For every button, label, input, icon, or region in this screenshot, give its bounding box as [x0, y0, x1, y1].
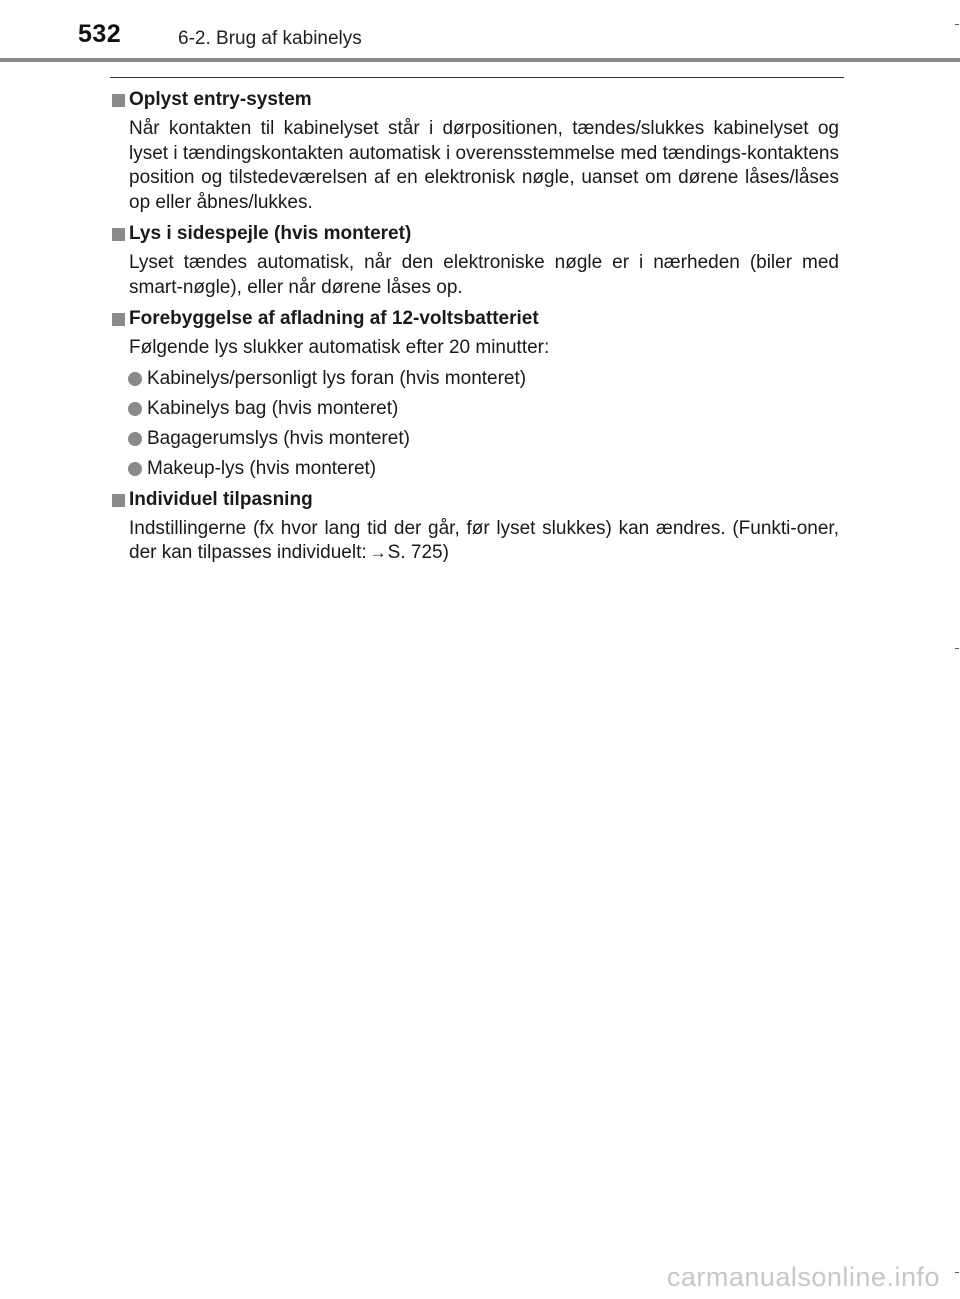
content-top-divider [110, 77, 844, 78]
list-item [110, 397, 839, 421]
section-heading [110, 88, 839, 112]
list-item-text: Bagagerumslys (hvis monteret) [147, 427, 410, 449]
dot-icon [128, 432, 142, 446]
section-paragraph: Følgende lys slukker automatisk efter 20 minutter: [129, 337, 550, 358]
heading-text: Individuel tilpasning [129, 488, 313, 510]
square-icon [112, 313, 125, 326]
heading-text: Lys i sidespejle (hvis monteret) [129, 223, 412, 244]
section-heading [110, 307, 839, 331]
heading-text: Forebyggelse af afladning af 12-voltsbatteriet [129, 308, 539, 329]
page-content [110, 88, 839, 566]
square-icon [112, 494, 125, 507]
list-item-text: Kabinelys bag (hvis monteret) [147, 397, 399, 419]
paragraph-text: Indstillingerne (fx hvor lang tid der går, før lyset slukkes) kan ændres. (Funkti-oner, der kan tilpasses individuelt: [129, 517, 839, 563]
section-heading [110, 222, 839, 246]
square-icon [112, 228, 125, 241]
watermark: carmanualsonline.info [666, 1262, 940, 1292]
dot-icon [128, 462, 142, 476]
header-divider [0, 58, 960, 62]
page-reference[interactable]: S. 725) [387, 542, 449, 563]
list-item [110, 367, 839, 391]
list-item-text: Makeup-lys (hvis monteret) [147, 457, 377, 479]
section-title: 6-2. Brug af kabinelys [178, 28, 362, 49]
heading-text: Oplyst entry-system [129, 89, 312, 110]
section-paragraph [110, 517, 839, 566]
crop-mark [955, 1272, 959, 1273]
dot-icon [128, 372, 142, 386]
list-item [110, 427, 839, 451]
list-item [110, 457, 839, 481]
section-paragraph: Lyset tændes automatisk, når den elektroniske nøgle er i nærheden (biler med smart-nøgle), eller når dørene låses op. [129, 252, 839, 298]
page-number: 532 [78, 20, 122, 48]
crop-mark [955, 648, 959, 649]
section-paragraph: Når kontakten til kabinelyset står i dørpositionen, tændes/slukkes kabinelyset og lyset i tændingskontakten automatisk i overensstemmelse med tændings-kontaktens position og tilstedeværelsen af en elektronisk nøgle, uanset om dørene låses/låses op eller åbnes/lukkes. [129, 118, 839, 213]
arrow-icon: → [369, 543, 387, 562]
section-heading [110, 488, 839, 512]
page-header [0, 0, 960, 58]
dot-icon [128, 402, 142, 416]
crop-mark [955, 24, 959, 25]
square-icon [112, 94, 125, 107]
list-item-text: Kabinelys/personligt lys foran (hvis monteret) [147, 367, 527, 389]
